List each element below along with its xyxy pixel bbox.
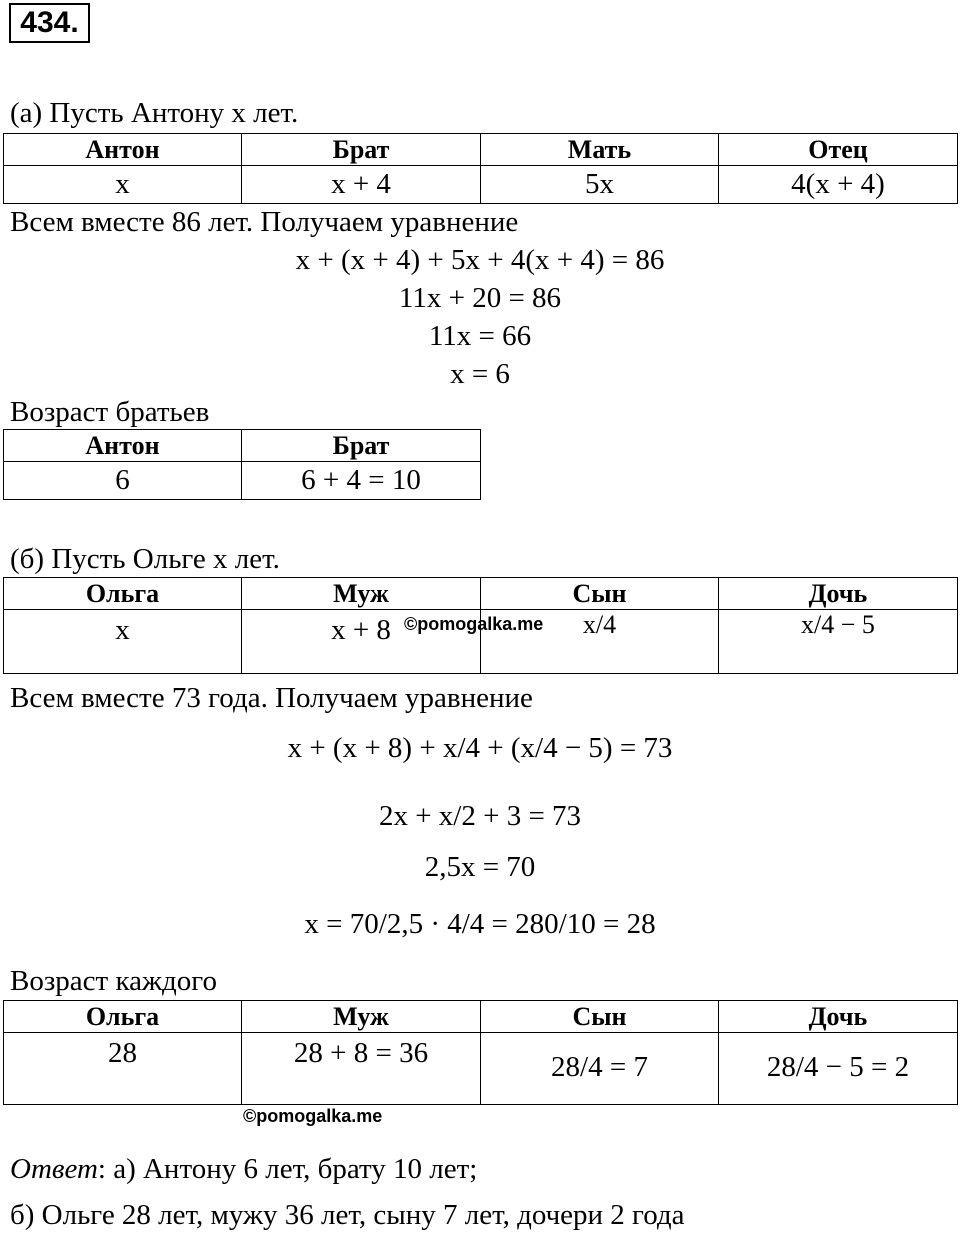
header-muzh: Муж: [242, 1001, 481, 1033]
header-anton: Антон: [4, 430, 242, 462]
equation-a1: x + (x + 4) + 5x + 4(x + 4) = 86: [295, 244, 665, 276]
cell-syn-age: 28/4 = 7: [481, 1033, 719, 1105]
part-a-ages-table: [3, 429, 481, 500]
cell-olga-age: 28: [4, 1033, 242, 1105]
equation-b4: x = 70/2,5 · 4/4 = 280/10 = 28: [304, 908, 656, 940]
header-otets: Отец: [719, 134, 958, 166]
cell-olga: x: [4, 610, 242, 674]
answer-line-1: [10, 1152, 477, 1186]
answer-part-a: : а) Антону 6 лет, брату 10 лет;: [97, 1153, 478, 1185]
equation-a3: 11x = 66: [428, 320, 532, 352]
cell-doch-age: 28/4 − 5 = 2: [719, 1033, 958, 1105]
problem-number: 434.: [9, 3, 90, 43]
cell-anton-age: 6: [4, 462, 242, 500]
part-b-sentence: Всем вместе 73 года. Получаем уравнение: [10, 682, 533, 714]
part-a-ages-title: Возраст братьев: [10, 396, 210, 428]
header-doch: Дочь: [719, 1001, 958, 1033]
header-syn: Сын: [481, 578, 719, 610]
equation-a2: 11x + 20 = 86: [398, 282, 562, 314]
header-olga: Ольга: [4, 1001, 242, 1033]
part-a-sentence: Всем вместе 86 лет. Получаем уравнение: [10, 206, 519, 238]
cell-brat-age: 6 + 4 = 10: [242, 462, 481, 500]
cell-syn: x/4: [481, 610, 719, 674]
equation-a4: x = 6: [450, 358, 510, 390]
equation-b1: x + (x + 8) + x/4 + (x/4 − 5) = 73: [287, 732, 673, 764]
cell-doch: x/4 − 5: [719, 610, 958, 674]
cell-anton: x: [4, 166, 242, 204]
equation-b3: 2,5x = 70: [424, 851, 536, 883]
header-brat: Брат: [242, 134, 481, 166]
header-anton: Антон: [4, 134, 242, 166]
header-muzh: Муж: [242, 578, 481, 610]
cell-brat: x + 4: [242, 166, 481, 204]
header-doch: Дочь: [719, 578, 958, 610]
header-mat: Мать: [481, 134, 719, 166]
part-a-table: [3, 133, 958, 204]
watermark: ©pomogalka.me: [243, 1106, 383, 1126]
part-b-ages-title: Возраст каждого: [10, 965, 217, 997]
watermark: ©pomogalka.me: [404, 614, 544, 634]
answer-label: Ответ: [10, 1153, 98, 1185]
part-b-intro: (б) Пусть Ольге x лет.: [10, 543, 280, 575]
cell-muzh: x + 8: [242, 610, 481, 674]
header-olga: Ольга: [4, 578, 242, 610]
part-a-intro: (а) Пусть Антону x лет.: [10, 97, 299, 129]
cell-otets: 4(x + 4): [719, 166, 958, 204]
header-syn: Сын: [481, 1001, 719, 1033]
part-b-ages-table: [3, 1000, 958, 1105]
equation-b2: 2x + x/2 + 3 = 73: [378, 800, 582, 832]
cell-muzh-age: 28 + 8 = 36: [242, 1033, 481, 1105]
cell-mat: 5x: [481, 166, 719, 204]
answer-line-2: б) Ольге 28 лет, мужу 36 лет, сыну 7 лет, дочери 2 года: [10, 1199, 685, 1231]
header-brat: Брат: [242, 430, 481, 462]
